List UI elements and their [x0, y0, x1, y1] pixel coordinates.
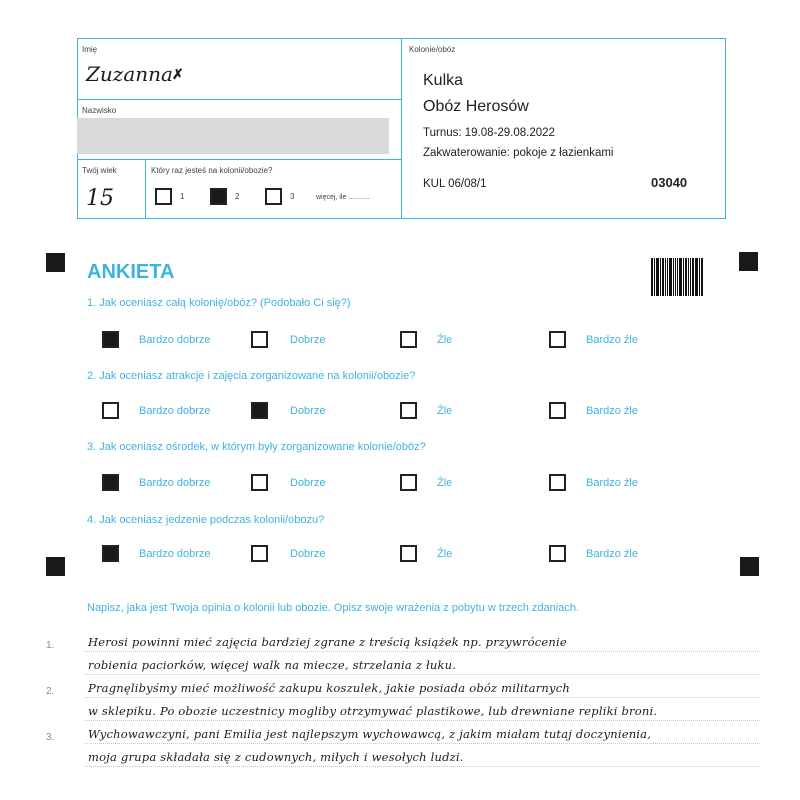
q1-option-1-label: Bardzo dobrze — [139, 334, 211, 346]
answer-line — [85, 720, 760, 721]
q3-option-4-checkbox[interactable] — [549, 474, 566, 491]
scribble-mark: ✗ — [172, 66, 184, 82]
turnus: Turnus: 19.08-29.08.2022 — [423, 127, 555, 139]
registration-marker-bottom-right — [740, 557, 759, 576]
question-3: 3. Jak oceniasz ośrodek, w którym były zorganizowane kolonie/obóz? — [87, 441, 426, 453]
q2-option-2-label: Dobrze — [290, 405, 326, 417]
answer-line — [85, 743, 760, 744]
q3-option-2-label: Dobrze — [290, 477, 326, 489]
ktory-raz-option-3: 3 — [290, 192, 295, 201]
header-vertical-divider — [401, 38, 402, 219]
q1-option-4-label: Bardzo źle — [586, 334, 638, 346]
q1-option-4-checkbox[interactable] — [549, 331, 566, 348]
q3-option-1-label: Bardzo dobrze — [139, 477, 211, 489]
q4-option-3-label: Źle — [437, 548, 453, 560]
answer-3-line-2[interactable]: moja grupa składała się z cudownych, miłych i wesołych ludzi. — [88, 750, 464, 764]
q1-option-3-checkbox[interactable] — [400, 331, 417, 348]
answer-line — [85, 697, 760, 698]
zakwaterowanie: Zakwaterowanie: pokoje z łazienkami — [423, 147, 614, 159]
q3-option-3-label: Źle — [437, 477, 453, 489]
question-1: 1. Jak oceniasz całą kolonię/obóz? (Podobało Ci się?) — [87, 297, 351, 309]
answer-number-1: 1. — [46, 640, 55, 651]
ktory-raz-checkbox-1[interactable] — [155, 188, 172, 205]
camp-code: KUL 06/08/1 — [423, 178, 487, 190]
q2-option-2-checkbox[interactable] — [251, 402, 268, 419]
imie-value[interactable]: Zuzanna — [86, 62, 173, 86]
answer-2-line-1[interactable]: Pragnęlibyśmy mieć możliwość zakupu koszulek, jakie posiada obóz militarnych — [88, 681, 570, 695]
question-2: 2. Jak oceniasz atrakcje i zajęcia zorganizowane na kolonii/obozie? — [87, 370, 416, 382]
q4-option-2-checkbox[interactable] — [251, 545, 268, 562]
q3-option-4-label: Bardzo źle — [586, 477, 638, 489]
q2-option-4-label: Bardzo źle — [586, 405, 638, 417]
ktory-raz-label: Który raz jesteś na kolonii/obozie? — [151, 166, 273, 175]
answer-line — [85, 766, 760, 767]
registration-marker-bottom-left — [46, 557, 65, 576]
q2-option-3-checkbox[interactable] — [400, 402, 417, 419]
kolonie-label: Kolonie/obóz — [409, 45, 456, 54]
q4-option-1-checkbox[interactable] — [102, 545, 119, 562]
ktory-raz-option-more: więcej, ile ........... — [316, 194, 370, 201]
wiek-label: Twój wiek — [82, 166, 117, 175]
q1-option-2-label: Dobrze — [290, 334, 326, 346]
q1-option-2-checkbox[interactable] — [251, 331, 268, 348]
ktory-raz-option-1: 1 — [180, 192, 185, 201]
answer-2-line-2[interactable]: w sklepiku. Po obozie uczestnicy mogliby otrzymywać plastikowe, lub drewniane repliki broni. — [88, 704, 658, 718]
ktory-raz-checkbox-3[interactable] — [265, 188, 282, 205]
q3-option-3-checkbox[interactable] — [400, 474, 417, 491]
q4-option-3-checkbox[interactable] — [400, 545, 417, 562]
q3-option-2-checkbox[interactable] — [251, 474, 268, 491]
registration-marker-top-right — [739, 252, 758, 271]
q1-option-3-label: Źle — [437, 334, 453, 346]
q4-option-1-label: Bardzo dobrze — [139, 548, 211, 560]
q4-option-4-checkbox[interactable] — [549, 545, 566, 562]
q2-option-1-label: Bardzo dobrze — [139, 405, 211, 417]
camp-name: Kulka — [423, 72, 464, 89]
opinion-prompt: Napisz, jaka jest Twoja opinia o kolonii lub obozie. Opisz swoje wrażenia z pobytu w trzech zdaniach. — [87, 602, 579, 614]
ktory-raz-option-2: 2 — [235, 192, 240, 201]
nazwisko-label: Nazwisko — [82, 106, 117, 115]
q4-option-4-label: Bardzo źle — [586, 548, 638, 560]
question-4: 4. Jak oceniasz jedzenie podczas kolonii/obozu? — [87, 514, 325, 526]
q2-option-4-checkbox[interactable] — [549, 402, 566, 419]
header-divider-3 — [145, 159, 146, 219]
answer-line — [85, 674, 760, 675]
q4-option-2-label: Dobrze — [290, 548, 326, 560]
answer-1-line-2[interactable]: robienia paciorków, więcej walk na miecze, strzelania z łuku. — [88, 658, 457, 672]
camp-subtitle: Obóz Herosów — [423, 98, 529, 115]
q2-option-3-label: Źle — [437, 405, 453, 417]
wiek-value[interactable]: 15 — [86, 186, 114, 211]
barcode — [651, 258, 703, 296]
answer-number-3: 3. — [46, 732, 55, 743]
registration-marker-top-left — [46, 253, 65, 272]
answer-3-line-1[interactable]: Wychowawczyni, pani Emilia jest najlepszym wychowawcą, z jakim miałam tutaj doczynienia, — [88, 727, 652, 741]
form-number: 03040 — [651, 175, 688, 190]
header-divider-2 — [77, 159, 401, 160]
q3-option-1-checkbox[interactable] — [102, 474, 119, 491]
header-divider-1 — [77, 99, 401, 100]
nazwisko-redacted — [77, 118, 389, 154]
q2-option-1-checkbox[interactable] — [102, 402, 119, 419]
q1-option-1-checkbox[interactable] — [102, 331, 119, 348]
answer-1-line-1[interactable]: Herosi powinni mieć zajęcia bardziej zgrane z treścią książek np. przywrócenie — [88, 635, 567, 649]
answer-number-2: 2. — [46, 686, 55, 697]
answer-line — [85, 651, 760, 652]
ktory-raz-checkbox-2[interactable] — [210, 188, 227, 205]
survey-title: ANKIETA — [87, 261, 175, 283]
imie-label: Imię — [82, 45, 98, 54]
